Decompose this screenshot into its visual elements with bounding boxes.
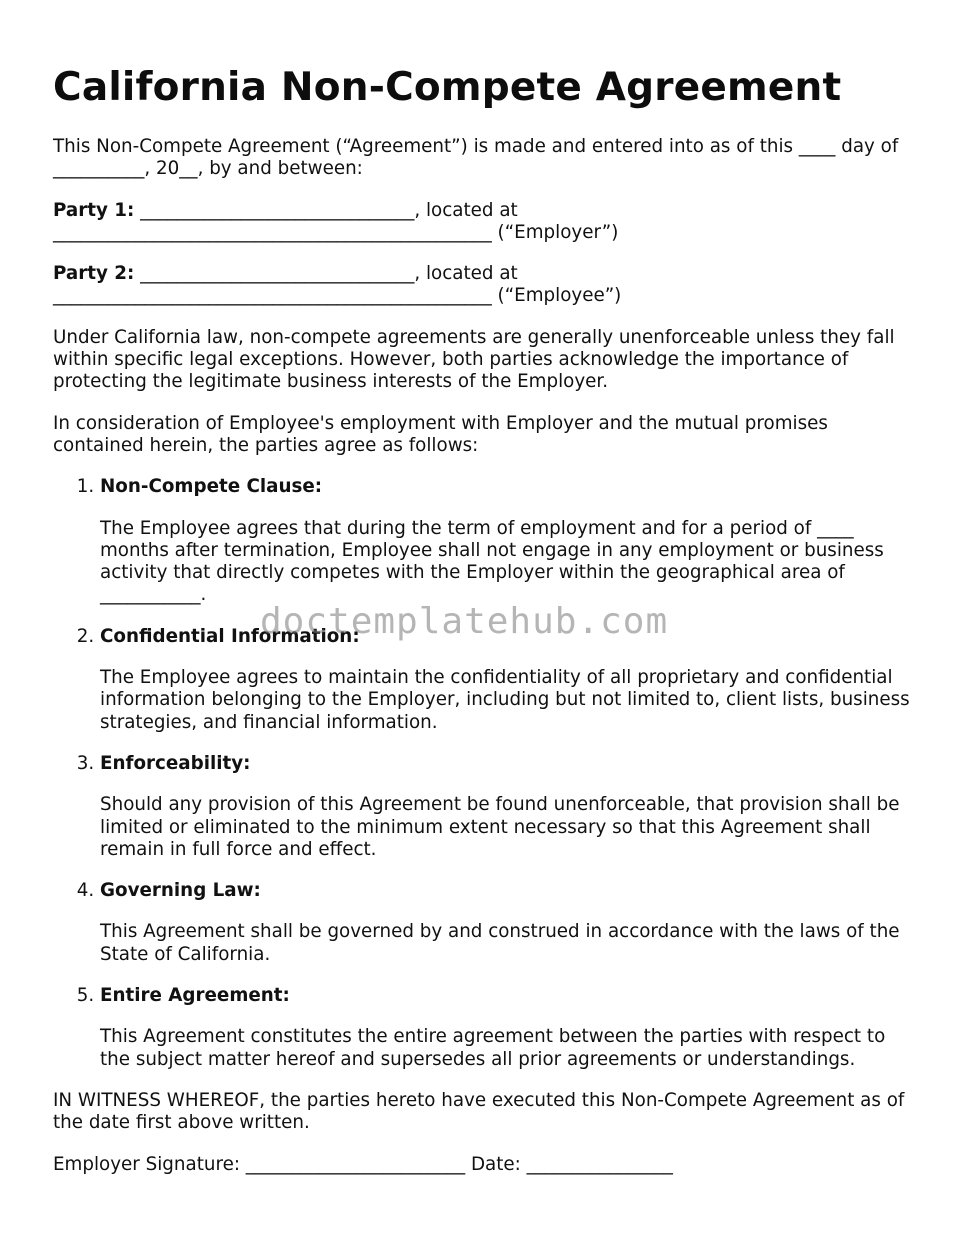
clause-item [100,626,913,734]
clause-item [100,880,913,966]
clause-body: The Employee agrees to maintain the confidentiality of all proprietary and confidential information belonging to the Employer, including but not limited to, client lists, business strategies, and financial information. [100,667,910,733]
party-2-text: ______________________________, located at ________________________________________________ (“Employee”) [53,263,622,307]
clause-title: 4. Governing Law: [100,880,261,902]
clauses-list [53,476,913,1071]
clause-title: 5. Entire Agreement: [100,985,290,1007]
clause-item [100,753,913,861]
party-2-line [53,263,913,308]
clause-item [100,985,913,1071]
party-2-label: Party 2: [53,263,135,285]
party-1-label: Party 1: [53,199,135,221]
clause-title: 3. Enforceability: [100,752,251,774]
clause-body: This Agreement shall be governed by and construed in accordance with the laws of the State of California. [100,921,900,965]
party-1-text: ______________________________, located at ________________________________________________ (“Employer”) [53,199,619,243]
california-law-paragraph: Under California law, non-compete agreements are generally unenforceable unless they fall within specific legal exceptions. However, both parties acknowledge the importance of protecting the legitimate business interests of the Employer. [53,326,895,393]
witness-paragraph: IN WITNESS WHEREOF, the parties hereto have executed this Non-Compete Agreement as of the date first above written. [53,1089,905,1134]
watermark: doctemplatehub.com [260,601,669,642]
clause-title: 2. Confidential Information: [100,625,360,647]
clause-body: Should any provision of this Agreement be found unenforceable, that provision shall be limited or eliminated to the minimum extent necessary so that this Agreement shall remain in full force and effect. [100,794,900,860]
intro-paragraph: This Non-Compete Agreement (“Agreement”) is made and entered into as of this ____ day of __________, 20__, by and between: [53,136,899,180]
party-1-line [53,200,913,245]
consideration-paragraph: In consideration of Employee's employment with Employer and the mutual promises contained herein, the parties agree as follows: [53,412,828,456]
signature-line: Employer Signature: ________________________ Date: ________________ [53,1153,673,1175]
clause-title: 1. Non-Compete Clause: [100,476,323,498]
clause-item [100,476,913,606]
document-title: California Non-Compete Agreement [53,65,842,110]
clause-body: The Employee agrees that during the term of employment and for a period of ____ months after termination, Employee shall not engage in any employment or business activity that directly competes with the Employer within the geographical area of ___________. [100,517,884,606]
clause-body: This Agreement constitutes the entire agreement between the parties with respect to the subject matter hereof and supersedes all prior agreements or understandings. [100,1026,886,1070]
agreement-document [53,62,913,1195]
